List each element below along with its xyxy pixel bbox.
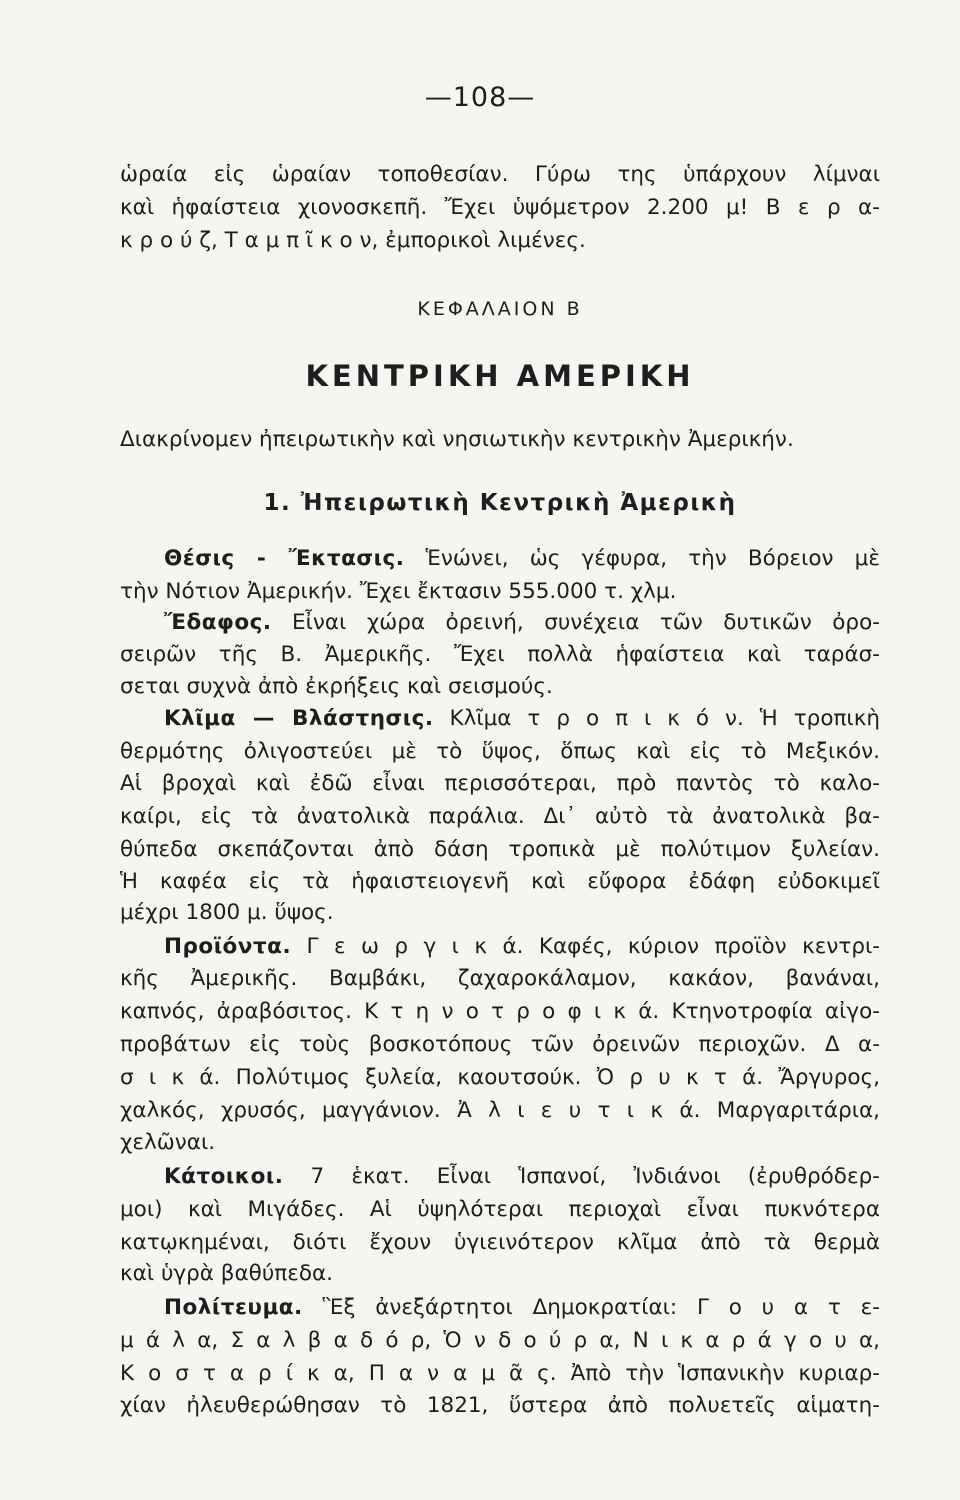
heading-position: Θέσις - Ἔκτασις.: [164, 546, 405, 571]
paragraph-inhabitants: [120, 1162, 880, 1192]
heading-products: Προϊόντα.: [164, 934, 292, 959]
body-line: κ ρ ο ύ ζ, Τ α μ π ῖ κ ο ν, ἐμπορικοὶ λιμένες.: [120, 228, 586, 253]
paragraph-text: Κλῖμα τ ρ ο π ι κ ό ν. Ἡ τροπικὴ: [433, 706, 880, 731]
body-line: χίαν ἠλευθερώθησαν τὸ 1821, ὕστερα ἀπὸ πολυετεῖς αἱματη-: [120, 1393, 880, 1418]
body-line: καὶ ὑγρὰ βαθύπεδα.: [120, 1261, 333, 1286]
paragraph-text: Ἓξ ἀνεξάρτητοι Δημοκρατίαι: Γ ο υ α τ ε-: [302, 1295, 880, 1320]
body-line: μέχρι 1800 μ. ὕψος.: [120, 900, 334, 925]
paragraph-text: Ἑνώνει, ὡς γέφυρα, τὴν Βόρειον μὲ: [404, 546, 880, 571]
body-line: χελῶναι.: [120, 1130, 216, 1155]
body-line: καὶ ἡφαίστεια χιονοσκεπῆ. Ἔχει ὑψόμετρον 2.200 μ! Β ε ρ α-: [120, 195, 880, 220]
body-line: θύπεδα σκεπάζονται ἀπὸ δάση τροπικὰ μὲ πολύτιμον ξυλείαν.: [120, 837, 880, 862]
body-line: προβάτων εἰς τοὺς βοσκοτόπους τῶν ὀρεινῶν περιοχῶν. Δ α-: [120, 1032, 880, 1057]
heading-government: Πολίτευμα.: [164, 1295, 303, 1320]
chapter-label: ΚΕΦΑΛΑΙΟΝ Β: [417, 298, 583, 320]
heading-inhabitants: Κάτοικοι.: [164, 1164, 284, 1189]
intro-line: Διακρίνομεν ἠπειρωτικὴν καὶ νησιωτικὴν κεντρικὴν Ἀμερικήν.: [120, 427, 794, 452]
body-line: μοι) καὶ Μιγάδες. Αἱ ὑψηλότεραι περιοχαὶ εἶναι πυκνότερα: [120, 1197, 880, 1222]
body-line: Ἡ καφέα εἰς τὰ ἡφαιστειογενῆ καὶ εὔφορα ἐδάφη εὐδοκιμεῖ: [120, 869, 880, 894]
paragraph-government: [120, 1293, 880, 1323]
body-line: καπνός, ἀραβόσιτος. Κ τ η ν ο τ ρ ο φ ι κ ά. Κτηνοτροφία αἰγο-: [120, 999, 880, 1024]
body-line: Κ ο σ τ α ρ ί κ α, Π α ν α μ ᾶ ς. Ἀπὸ τὴν Ἱσπανικὴν κυριαρ-: [120, 1361, 880, 1386]
body-line: σ ι κ ά. Πολύτιμος ξυλεία, καουτσούκ. Ὀ ρ υ κ τ ά. Ἄργυρος,: [120, 1065, 880, 1090]
body-line: σεται συχνὰ ἀπὸ ἐκρήξεις καὶ σεισμούς.: [120, 674, 553, 699]
paragraph-soil: [120, 608, 880, 638]
body-line: μ ά λ α, Σ α λ β α δ ό ρ, Ὁ ν δ ο ύ ρ α, Ν ι κ α ρ ά γ ο υ α,: [120, 1328, 880, 1353]
paragraph-position: [120, 544, 880, 574]
body-line: θερμότης ὀλιγοστεύει μὲ τὸ ὕψος, ὅπως καὶ εἰς τὸ Μεξικόν.: [120, 739, 880, 764]
body-line: κατῳκημέναι, διότι ἔχουν ὑγιεινότερον κλῖμα ἀπὸ τὰ θερμὰ: [120, 1230, 880, 1255]
body-line: καίρι, εἰς τὰ ἀνατολικὰ παράλια. Δι᾽ αὐτὸ τὰ ἀνατολικὰ βα-: [120, 804, 880, 829]
paragraph-products: [120, 932, 880, 962]
paragraph-text: Εἶναι χώρα ὀρεινή, συνέχεια τῶν δυτικῶν ὀρο-: [271, 610, 880, 635]
page-number: —108—: [424, 82, 536, 113]
body-line: τὴν Νότιον Ἀμερικήν. Ἔχει ἔκτασιν 555.000 τ. χλμ.: [120, 579, 677, 604]
paragraph-text: Γ ε ω ρ γ ι κ ά. Καφές, κύριον προϊὸν κεντρι-: [291, 934, 880, 959]
body-line: Αἱ βροχαὶ καὶ ἐδῶ εἶναι περισσότεραι, πρὸ παντὸς τὸ καλο-: [120, 771, 880, 796]
body-line: σειρῶν τῆς Β. Ἀμερικῆς. Ἔχει πολλὰ ἡφαίστεια καὶ ταράσ-: [120, 642, 880, 667]
body-line: κῆς Ἀμερικῆς. Βαμβάκι, ζαχαροκάλαμον, κακάον, βανάναι,: [120, 966, 880, 991]
paragraph-text: 7 ἑκατ. Εἶναι Ἱσπανοί, Ἰνδιάνοι (ἐρυθρόδερ-: [283, 1164, 880, 1189]
paragraph-climate: [120, 704, 880, 734]
heading-soil: Ἔδαφος.: [164, 610, 272, 635]
body-line: ὡραία εἰς ὡραίαν τοποθεσίαν. Γύρω της ὑπάρχουν λίμναι: [120, 162, 880, 187]
heading-climate: Κλῖμα — Βλάστησις.: [164, 706, 434, 731]
body-line: χαλκός, χρυσός, μαγγάνιον. Ἀ λ ι ε υ τ ι κ ά. Μαργαριτάρια,: [120, 1098, 880, 1123]
chapter-title: ΚΕΝΤΡΙΚΗ ΑΜΕΡΙΚΗ: [305, 359, 695, 393]
section-title: 1. Ἠπειρωτικὴ Κεντρικὴ Ἀμερικὴ: [263, 490, 737, 516]
